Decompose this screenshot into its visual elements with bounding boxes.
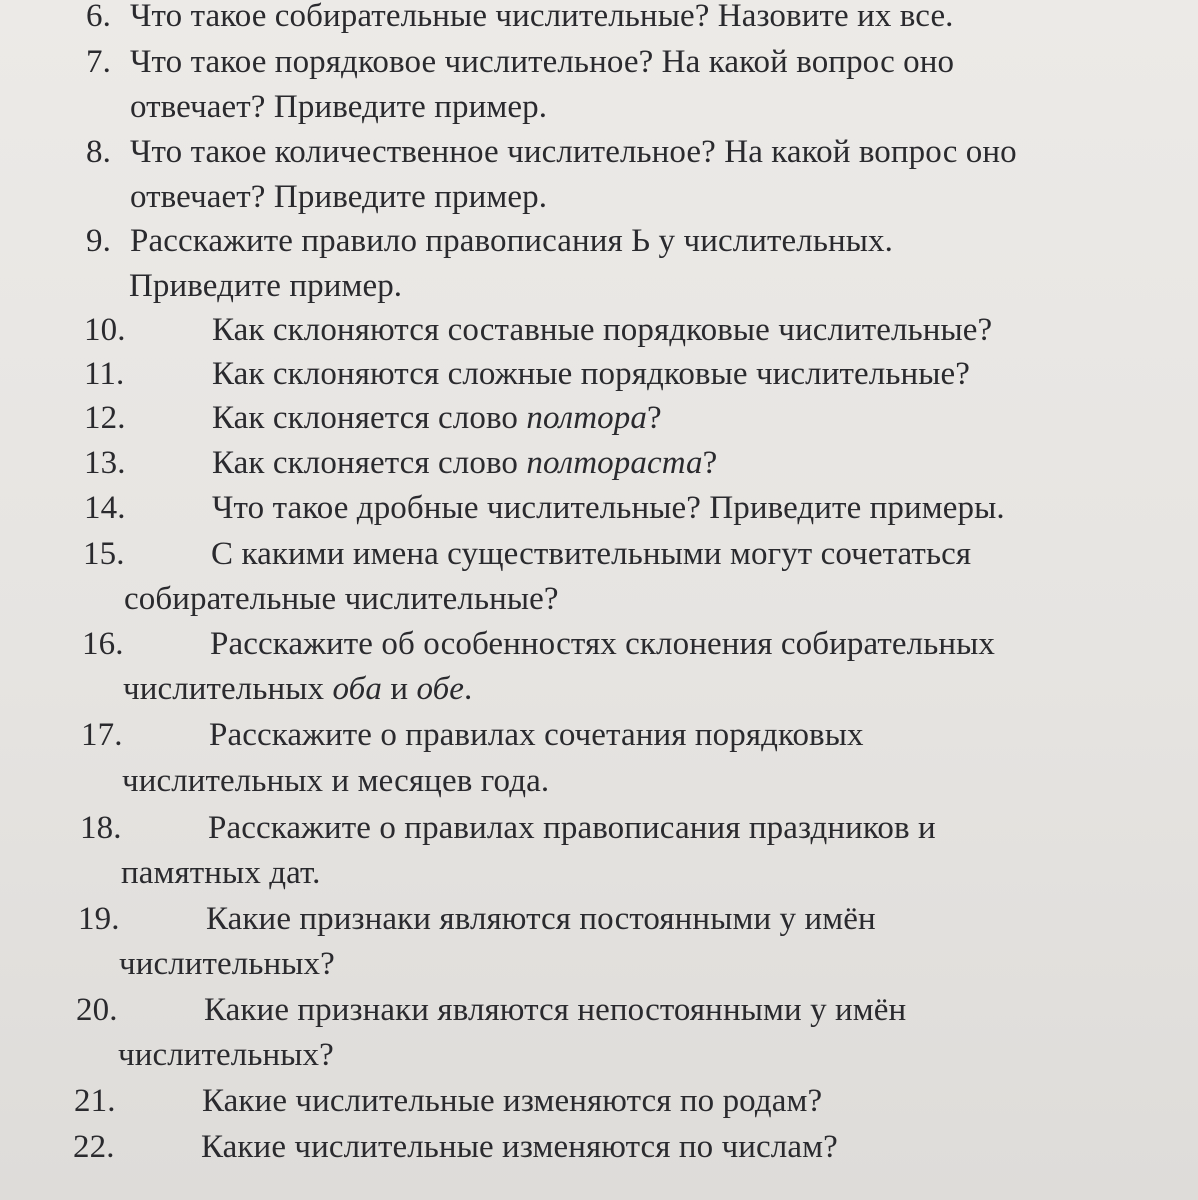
question-number: 12.	[84, 400, 126, 436]
question-number: 17.	[81, 717, 123, 753]
question-text: Что такое собирательные числительные? Назовите их все.	[130, 0, 954, 34]
question-number: 22.	[73, 1129, 115, 1165]
question-text-after: ?	[702, 445, 718, 481]
question-text-before: Как склоняется слово	[212, 400, 527, 436]
question-text: Расскажите правило правописания Ь у числительных.	[130, 223, 893, 259]
continuation-text: и	[381, 671, 417, 707]
question-text: Расскажите о правилах сочетания порядковых	[209, 717, 864, 753]
question-number: 10.	[84, 312, 126, 348]
question-text: Расскажите о правилах правописания праздников и	[208, 810, 936, 846]
question-17	[81, 713, 864, 757]
question-10	[84, 308, 992, 352]
question-7-continuation: отвечает? Приведите пример.	[130, 89, 548, 125]
question-15	[83, 532, 971, 576]
continuation-text: .	[464, 671, 473, 707]
question-number: 8.	[86, 134, 111, 170]
question-number: 19.	[78, 901, 120, 937]
question-italic-word: полтораста	[526, 445, 703, 481]
question-16	[82, 622, 995, 666]
question-text: Как склоняются составные порядковые числительные?	[212, 312, 993, 348]
question-number: 18.	[80, 810, 122, 846]
question-9-continuation: Приведите пример.	[129, 268, 403, 304]
question-18-continuation: памятных дат.	[121, 855, 321, 891]
question-6	[86, 0, 954, 38]
question-text-before: Как склоняется слово	[212, 445, 527, 481]
question-15-continuation: собирательные числительные?	[124, 581, 559, 617]
question-number: 16.	[82, 626, 124, 662]
question-text: Какие числительные изменяются по числам?	[201, 1129, 838, 1165]
italic-word-obe: обе	[416, 671, 465, 707]
question-9	[86, 219, 893, 263]
question-20	[76, 988, 906, 1032]
question-11	[84, 352, 970, 396]
question-16-continuation	[123, 667, 472, 711]
question-21	[74, 1079, 822, 1123]
question-text: Какие признаки являются постоянными у имён	[206, 901, 876, 937]
question-13	[84, 441, 717, 485]
question-text: Расскажите об особенностях склонения собирательных	[210, 626, 995, 662]
continuation-text: числительных	[123, 671, 333, 707]
question-text: Какие числительные изменяются по родам?	[202, 1083, 823, 1119]
question-number: 7.	[86, 44, 111, 80]
question-text: Что такое количественное числительное? На какой вопрос оно	[130, 134, 1017, 170]
question-20-continuation: числительных?	[118, 1037, 334, 1073]
question-19-continuation: числительных?	[119, 946, 335, 982]
question-22	[73, 1125, 838, 1169]
question-7	[86, 40, 954, 84]
question-text: Как склоняются сложные порядковые числительные?	[212, 356, 971, 392]
question-number: 20.	[76, 992, 118, 1028]
question-number: 21.	[74, 1083, 116, 1119]
italic-word-oba: оба	[332, 671, 382, 707]
question-8-continuation: отвечает? Приведите пример.	[130, 179, 548, 215]
question-number: 6.	[86, 0, 111, 34]
question-number: 14.	[84, 490, 126, 526]
question-8	[86, 130, 1017, 174]
question-text: Что такое порядковое числительное? На какой вопрос оно	[130, 44, 955, 80]
question-number: 15.	[83, 536, 125, 572]
question-number: 9.	[86, 223, 111, 259]
question-text: Какие признаки являются непостоянными у имён	[204, 992, 907, 1028]
question-18	[80, 806, 936, 850]
question-14	[84, 486, 1005, 530]
question-italic-word: полтора	[526, 400, 647, 436]
question-number: 11.	[84, 356, 125, 392]
question-text: Что такое дробные числительные? Приведите примеры.	[212, 490, 1005, 526]
question-12	[84, 396, 662, 440]
question-19	[78, 897, 876, 941]
question-17-continuation: числительных и месяцев года.	[122, 763, 550, 799]
question-text: С какими имена существительными могут сочетаться	[211, 536, 972, 572]
question-number: 13.	[84, 445, 126, 481]
question-text-after: ?	[646, 400, 662, 436]
